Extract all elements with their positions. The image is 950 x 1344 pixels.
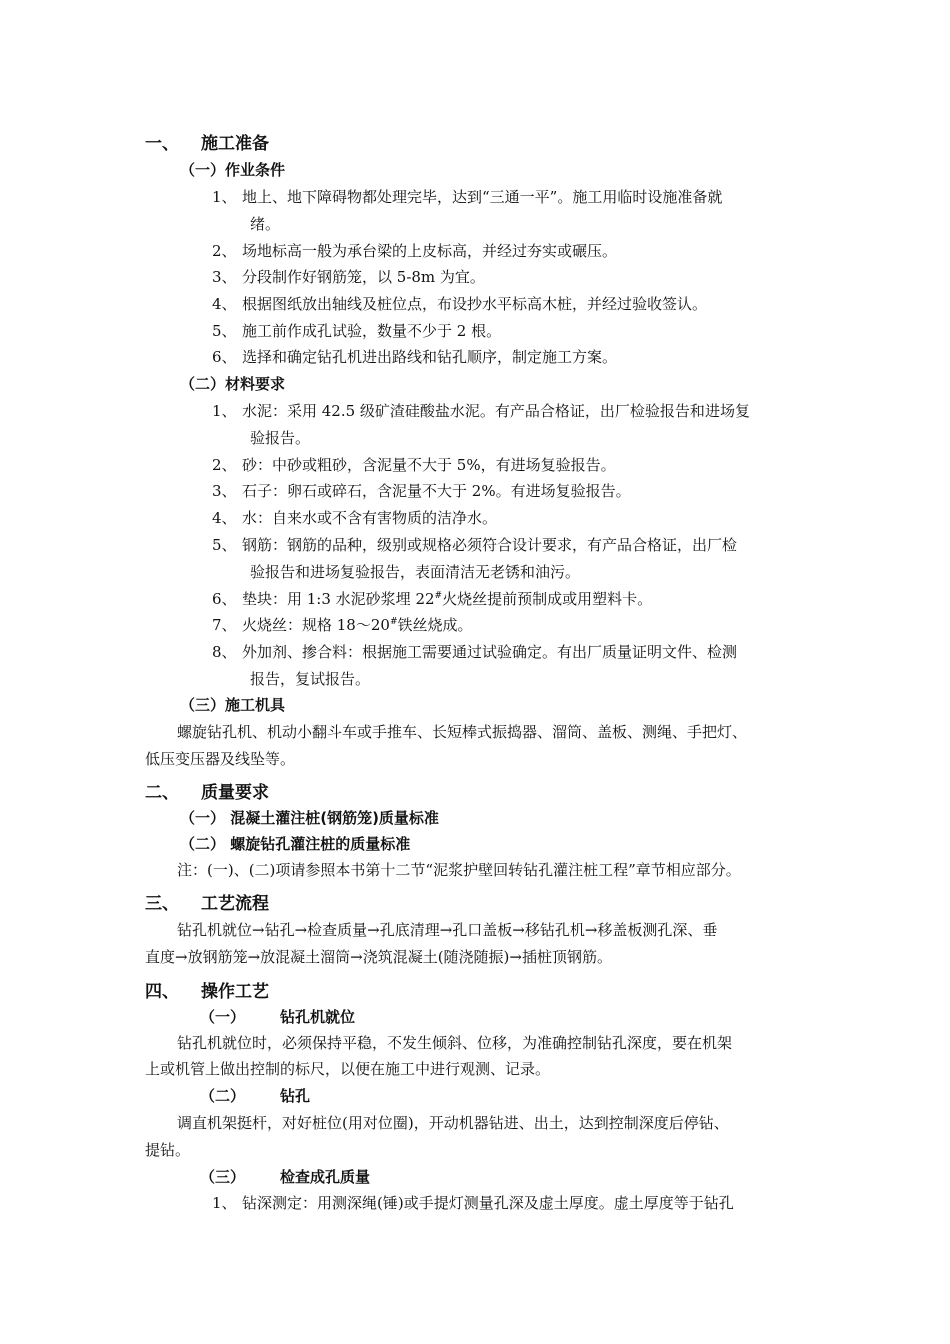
section-number: 一、 (145, 134, 179, 154)
paragraph-line: 提钻。 (145, 1141, 191, 1159)
subsection-heading: （一） 钻孔机就位 (200, 1008, 356, 1026)
subsection-heading: （一）作业条件 (180, 161, 286, 179)
list-item: 4、 根据图纸放出轴线及桩位点，布设抄水平标高木桩，并经过验收签认。 (212, 295, 708, 313)
paragraph-line: 直度→放钢筋笼→放混凝土溜筒→浇筑混凝土(随浇随振)→插桩顶钢筋。 (145, 948, 612, 966)
list-item: 6、 选择和确定钻孔机进出路线和钻孔顺序，制定施工方案。 (212, 348, 618, 366)
paragraph-line: 钻孔机就位时，必须保持平稳，不发生倾斜、位移，为准确控制钻孔深度，要在机架 (177, 1034, 733, 1052)
list-item: 5、 施工前作成孔试验，数量不少于 2 根。 (212, 322, 502, 340)
list-item: 4、 水：自来水或不含有害物质的洁净水。 (212, 509, 498, 527)
section-title: 施工准备 (201, 134, 269, 154)
subsection-heading: （三） 检查成孔质量 (200, 1168, 371, 1186)
subsection-heading: （三）施工机具 (180, 696, 286, 714)
list-item: 6、 垫块：用 1:3 水泥砂浆埋 22#火烧丝提前预制成或用塑料卡。 (212, 590, 653, 608)
list-item: 7、 火烧丝：规格 18～20#铁丝烧成。 (212, 616, 473, 634)
list-item-continuation: 绪。 (250, 215, 281, 233)
note-text: 注：(一)、(二)项请参照本书第十二节“泥浆护壁回转钻孔灌注桩工程”章节相应部分。 (177, 861, 741, 879)
subsection-heading: （二） 钻孔 (200, 1087, 311, 1105)
subsection-heading: （一） 混凝土灌注桩(钢筋笼)质量标准 (180, 809, 439, 827)
list-item-continuation: 验报告和进场复验报告，表面清洁无老锈和油污。 (250, 563, 581, 581)
list-item: 3、 分段制作好钢筋笼，以 5-8m 为宜。 (212, 268, 485, 286)
paragraph-line: 调直机架挺杆，对好桩位(用对位圈)，开动机器钻进、出土，达到控制深度后停钻、 (177, 1114, 729, 1132)
list-item: 2、 砂：中砂或粗砂，含泥量不大于 5%，有进场复验报告。 (212, 456, 616, 474)
list-item-continuation: 报告，复试报告。 (250, 670, 371, 688)
paragraph-line: 低压变压器及线坠等。 (145, 750, 296, 768)
list-item: 2、 场地标高一般为承台梁的上皮标高，并经过夯实或碾压。 (212, 242, 618, 260)
paragraph-line: 钻孔机就位→钻孔→检查质量→孔底清理→孔口盖板→移钻孔机→移盖板测孔深、垂 (177, 921, 718, 939)
list-item: 8、 外加剂、掺合料：根据施工需要通过试验确定。有出厂质量证明文件、检测 (212, 643, 738, 661)
paragraph-line: 螺旋钻孔机、机动小翻斗车或手推车、长短棒式振捣器、溜筒、盖板、测绳、手把灯、 (177, 723, 748, 741)
section-4-heading: 四、 操作工艺 (145, 982, 269, 1002)
paragraph-line: 上或机管上做出控制的标尺，以便在施工中进行观测、记录。 (145, 1060, 551, 1078)
section-3-heading: 三、 工艺流程 (145, 894, 269, 914)
subsection-heading: （二） 螺旋钻孔灌注桩的质量标准 (180, 835, 411, 853)
section-2-heading: 二、 质量要求 (145, 783, 269, 803)
list-item: 3、 石子：卵石或碎石，含泥量不大于 2%。有进场复验报告。 (212, 482, 631, 500)
list-item: 1、 地上、地下障碍物都处理完毕，达到“三通一平”。施工用临时设施准备就 (212, 188, 723, 206)
subsection-heading: （二）材料要求 (180, 375, 286, 393)
list-item: 1、 水泥：采用 42.5 级矿渣硅酸盐水泥。有产品合格证，出厂检验报告和进场复 (212, 402, 750, 420)
list-item: 1、 钻深测定：用测深绳(锤)或手提灯测量孔深及虚土厚度。虚土厚度等于钻孔 (212, 1194, 734, 1212)
section-1-heading (145, 134, 269, 154)
list-item: 5、 钢筋：钢筋的品种，级别或规格必须符合设计要求，有产品合格证，出厂检 (212, 536, 738, 554)
list-item-continuation: 验报告。 (250, 429, 311, 447)
